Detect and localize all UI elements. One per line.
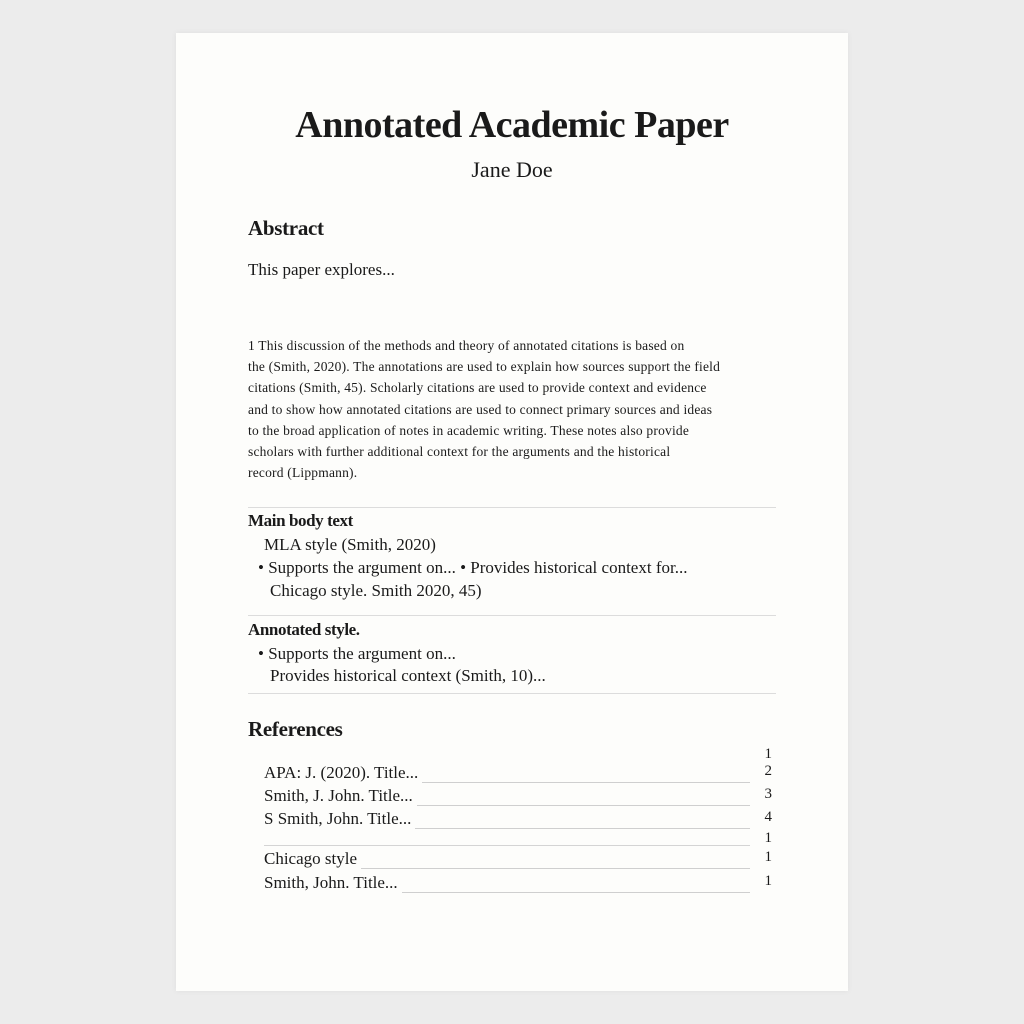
paragraph-line: and to show how annotated citations are used to connect primary sources and ideas: [248, 401, 713, 417]
section-divider: [248, 615, 776, 616]
annotation-bullet: • Supports the argument on... • Provides historical context for...: [258, 558, 688, 577]
chicago-citation: Chicago style. Smith 2020, 45): [270, 581, 482, 600]
paragraph-line: to the broad application of notes in academic writing. These notes also provide: [248, 422, 690, 438]
reference-entry: [264, 873, 772, 895]
reference-entry: [264, 786, 772, 808]
reference-number: 3: [764, 786, 772, 802]
reference-text: S Smith, John. Title...: [264, 809, 415, 829]
section-divider: [248, 693, 776, 694]
reference-entry: [264, 763, 772, 785]
section2-heading: Annotated style.: [248, 620, 360, 639]
historical-context-note: Provides historical context (Smith, 10)...: [270, 666, 546, 685]
paragraph-line: the (Smith, 2020). The annotations are used to explain how sources support the field: [248, 359, 721, 375]
paper-page: [176, 33, 848, 991]
section-divider: [248, 507, 776, 508]
paper-title: Annotated Academic Paper: [295, 104, 729, 146]
reference-number: 1: [764, 746, 772, 762]
reference-number: 1: [764, 849, 772, 865]
reference-text: Chicago style: [264, 849, 361, 869]
reference-number: 2: [764, 763, 772, 779]
references-heading: References: [248, 717, 343, 741]
abstract-text: This paper explores...: [248, 260, 395, 279]
reference-number: 1: [764, 830, 772, 846]
paper-author: Jane Doe: [471, 157, 553, 182]
abstract-heading: Abstract: [248, 216, 324, 240]
reference-entry: [264, 809, 772, 831]
reference-text: Smith, J. John. Title...: [264, 786, 417, 806]
reference-number: 4: [764, 809, 772, 825]
reference-text: APA: J. (2020). Title...: [264, 763, 422, 783]
body-paragraph: [248, 335, 776, 483]
paragraph-line: 1 This discussion of the methods and theory of annotated citations is based on: [248, 338, 685, 353]
mla-citation: MLA style (Smith, 2020): [264, 535, 436, 554]
paragraph-line: scholars with further additional context for the arguments and the historical: [248, 444, 671, 460]
paragraph-line: record (Lippmann).: [248, 465, 358, 481]
annotation-bullet: • Supports the argument on...: [258, 644, 456, 663]
reference-text: Smith, John. Title...: [264, 873, 402, 893]
reference-divider: [264, 845, 750, 846]
reference-entry: [264, 849, 772, 871]
reference-number: 1: [764, 873, 772, 889]
section1-heading: Main body text: [248, 511, 353, 530]
paragraph-line: citations (Smith, 45). Scholarly citations are used to provide context and evidence: [248, 380, 707, 396]
